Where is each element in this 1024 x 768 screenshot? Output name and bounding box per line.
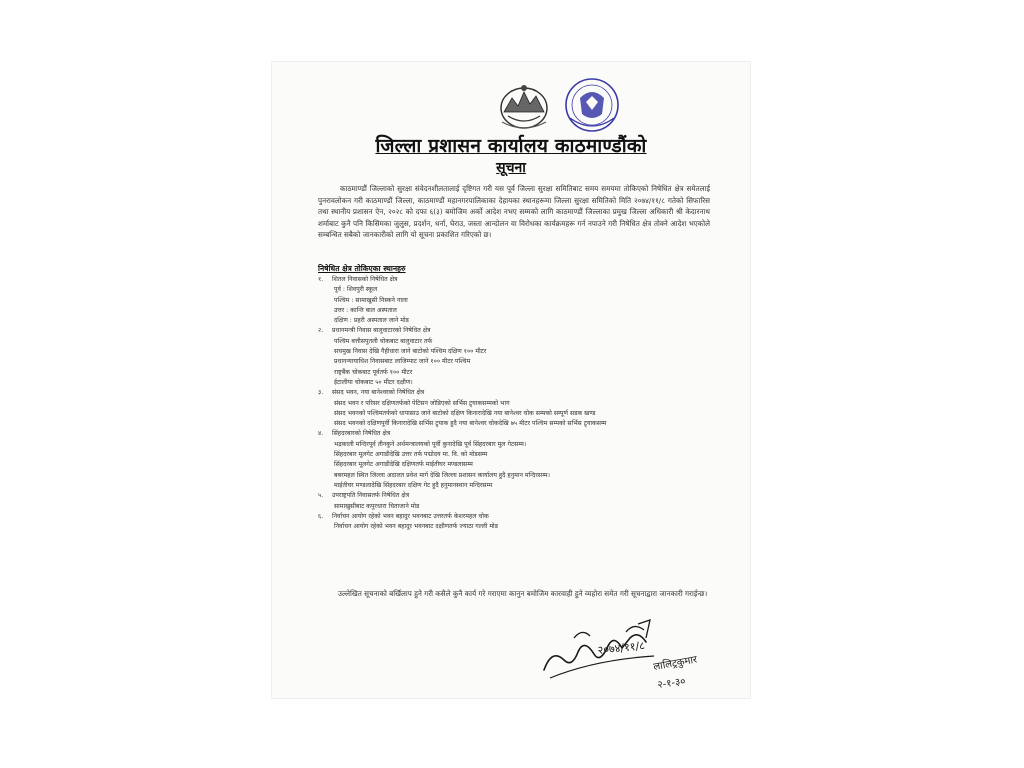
item-number: १. [318, 276, 324, 283]
item-line: भद्रकाली मन्दिरपूर्व तीनकुने अर्थमन्त्रालयको पूर्वी कुनादेखि पूर्व सिंहदरबार मुल गेटसम्म। [334, 440, 527, 448]
item-line: माईतीघर मण्डलादेखि सिंहदरबार दक्षिण गेट हुदै हनुमानस्थान मन्दिरसम्म [334, 481, 493, 489]
svg-text:लालिट्रकुमार: लालिट्रकुमार [652, 654, 698, 673]
police-seal-icon [562, 76, 622, 134]
item-line: ईटालीया चोकबाट ५० मीटर दक्षीण। [334, 378, 413, 386]
notice-document [272, 62, 750, 698]
item-number: ६. [318, 512, 324, 520]
handwritten-signature [534, 608, 734, 694]
item-title: उपराष्ट्रपति निवासतर्फ निषेधित क्षेत्र [332, 492, 410, 500]
nepal-emblem-icon [498, 82, 550, 130]
item-line: बबरमहल स्थित जिल्ला अदालत प्रवेश मार्ग देखि जिल्ला प्रशासन कार्यालय हुदै हनुमान मन्दिरसम्म। [334, 471, 550, 479]
item-line: सिंहदरबार मूलगेट अगाडीदेखि दक्षिणतर्फ माईतीघर मण्डलासम्म [334, 461, 473, 469]
item-line: पश्चिम बत्तीसपुतली चोकबाट बालुवाटार तर्फ [334, 337, 433, 345]
item-line: पूर्व : शिवपुरी स्कूल [334, 286, 378, 294]
item-title: सिंहदरबारको निषेधित क्षेत्र [332, 430, 391, 438]
item-line: सिंहदरबार मूलगेट अगाडीदेखि उत्तर तर्फ पद्मोदय मा. वि. को मोडसम्म [334, 451, 488, 459]
item-line: पश्चिम : सामाखुसी निस्कने नाला [334, 296, 408, 304]
item-title: शितल निवासको निषेधित क्षेत्र [332, 276, 398, 283]
list-item [318, 326, 728, 388]
item-title: निर्वाचन आयोग रहेको भवन बहादुर भवनबाट उत्तरतर्फ केशरमहल चोक [332, 512, 489, 520]
item-line: संसद भवनको दक्षिणपूर्वी किनारादेखि सर्भिस ट्र्याक हुदै नया बानेश्वर चोकदेखि ७५ मीटर पश्चिम सम्मको सर्भिस ट्र्याकसम्म [334, 420, 607, 428]
item-line: प्रधानन्यायाधिश निवासबाट लाजिम्पाट जाने १०० मीटर पश्चिम [334, 358, 471, 366]
item-number: २. [318, 327, 324, 335]
item-number: ४. [318, 430, 324, 438]
item-line: सचमुख निवास देखि गैहीधारा जाने बाटोको पश्चिम दक्षिण १०० मीटर [334, 348, 487, 356]
item-title: संसद भवन, नया बानेश्वरको निषेधित क्षेत्र [332, 389, 425, 397]
item-line: संसद भवनको पश्चिमतर्फको धापासाउ जाने बाटोको दक्षिण किनारादेखि नया बानेश्वर चोक सम्मको सम्पूर्ण सडक खण्ड [334, 409, 596, 417]
item-line: संसद भवन र परिसर दक्षिणतर्फको पेटिसन जोडिएको सर्भिस ट्र्याकसम्मको भाग [334, 399, 510, 407]
list-item [318, 388, 728, 429]
restricted-area-list [318, 275, 728, 532]
list-item [318, 275, 728, 326]
item-line: निर्वाचन आयोग रहेको भवन बहादुर भवनबाट दक्षीणतर्फ ज्याठा गल्ली मोड [334, 523, 498, 531]
list-item [318, 512, 728, 533]
logo-area [272, 70, 750, 132]
svg-text:२०७४/११/८: २०७४/११/८ [596, 639, 646, 657]
item-number: ५. [318, 492, 324, 500]
item-line: राष्ट्रबैंक चोकबाट पूर्वतर्फ १०० मीटर [334, 368, 413, 376]
item-number: ३. [318, 389, 324, 397]
list-item [318, 429, 728, 491]
svg-text:२-१-३०: २-१-३० [656, 676, 687, 691]
list-item [318, 491, 728, 512]
intro-paragraph: काठमाण्डौं जिल्लाको सुरक्षा संवेदनशीलतालाई दृष्टिगत गरी यस पूर्व जिल्ला सुरक्षा समितिबाट समय समयमा तोकिएको निषेधित क्षेत्र समेतलाई पुनरावलोकन गरी काठमाण्डौं जिल्ला, काठमाण्डौं महानगरपालिकाका देहायका स्थानहरूमा जिल्ला सुरक्षा समितिको मिति २०७४/११/८ गतेको सिफारिस तथा स्थानीय प्रशासन ऐन, २०२८ को दफा ६(३) बमोजिम अर्को आदेश नभए सम्मको लागि काठमाण्डौं जिल्लाका प्रमुख जिल्ला अधिकारी श्री केदारनाथ शर्माबाट कुनै पनि किसिमका जुलुस, प्रदर्शन, धर्ना, घेराउ, जस्ता आन्दोलन वा विरोधका कार्यक्रमहरू गर्न नपाउने गरी निषेधित क्षेत्र तोक्ने आदेश भएकोले सम्बन्धित सबैको जानकारीको लागि यो सूचना प्रकाशित गरिएको छ। [318, 184, 710, 240]
closing-paragraph: उल्लेखित सूचनाको बर्खिलाप हुने गरी कसैले कुनै कार्य गरे गराएमा कानुन बमोजिम कारवाही हुने व्यहोरा समेत गरी सूचनाद्वारा जानकारी गराईन्छ। [338, 589, 708, 598]
item-title: प्रधानमन्त्री निवास बालुवाटारको निषेधित क्षेत्र [332, 327, 431, 335]
item-line: उत्तर : कान्ति बाल अस्पताल [334, 306, 397, 314]
office-title: जिल्ला प्रशासन कार्यालय काठमाण्डौंको [375, 135, 647, 157]
item-line: सामाखुसीबाट कपुरधारा चिताजाने मोड [334, 502, 420, 510]
item-line: दक्षिण : प्रहरी अस्पताल जाने मोड [334, 317, 409, 325]
section-heading: निषेधित क्षेत्र तोकिएका स्थानहरु [318, 264, 406, 273]
notice-title: सूचना [496, 160, 526, 176]
